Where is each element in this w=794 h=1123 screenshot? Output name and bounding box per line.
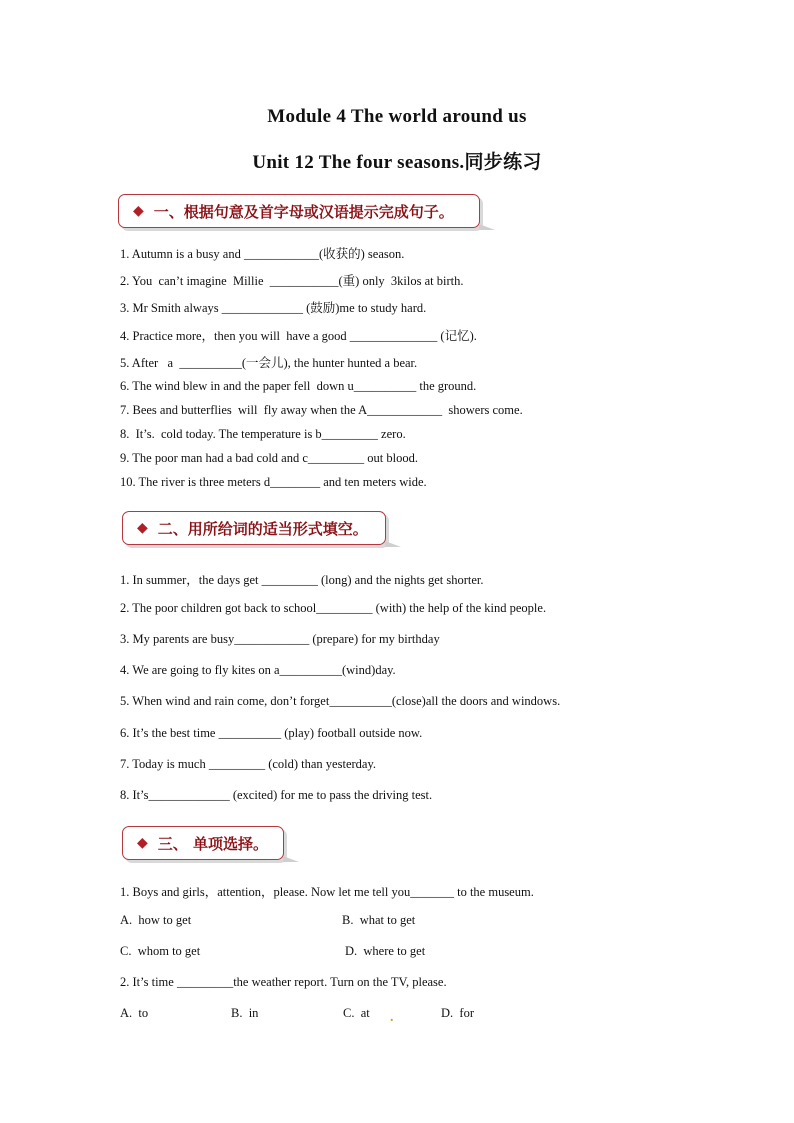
q1-option-d: D. where to get bbox=[345, 944, 426, 958]
exercise-line: 3. My parents are busy____________ (prepare) for my birthday bbox=[120, 632, 440, 646]
section-2-title: 二、用所给词的适当形式填空。 bbox=[157, 519, 368, 538]
exercise-line: 1. In summer，the days get _________ (long) and the nights get shorter. bbox=[120, 573, 484, 587]
exercise-line: 8. It’s. cold today. The temperature is b_________ zero. bbox=[120, 427, 406, 441]
exercise-line: 5. When wind and rain come, don’t forget__________(close)all the doors and windows. bbox=[120, 694, 561, 708]
section-1-title: 一、根据句意及首字母或汉语提示完成句子。 bbox=[153, 202, 454, 221]
exercise-line: 6. The wind blew in and the paper fell down u__________ the ground. bbox=[120, 379, 477, 393]
exercise-line: 4. Practice more，then you will have a good ______________ (记忆). bbox=[120, 329, 477, 343]
exercise-line: 9. The poor man had a bad cold and c_________ out blood. bbox=[120, 451, 418, 465]
q1-option-a: A. how to get bbox=[120, 913, 192, 927]
exercise-line: 1. Autumn is a busy and ____________(收获的) season. bbox=[120, 247, 405, 261]
question-2: 2. It’s time _________the weather report. Turn on the TV, please. bbox=[120, 975, 447, 989]
section-3-header bbox=[122, 826, 284, 860]
exercise-line: 7. Today is much _________ (cold) than yesterday. bbox=[120, 757, 377, 771]
diamond-icon: ◆ bbox=[133, 203, 144, 219]
page-title: Module 4 The world around us bbox=[267, 106, 527, 127]
diamond-icon: ◆ bbox=[137, 835, 148, 851]
q1-option-c: C. whom to get bbox=[120, 944, 201, 958]
exercise-line: 6. It’s the best time __________ (play) football outside now. bbox=[120, 726, 423, 740]
q2-option-c: C. at bbox=[343, 1006, 370, 1020]
exercise-line: 4. We are going to fly kites on a__________(wind)day. bbox=[120, 663, 396, 677]
exercise-line: 5. After a __________(一会儿), the hunter hunted a bear. bbox=[120, 356, 418, 370]
section-1-header bbox=[118, 194, 480, 228]
q2-option-a: A. to bbox=[120, 1006, 149, 1020]
section-3-title: 三、 单项选择。 bbox=[157, 834, 269, 853]
exercise-line: 7. Bees and butterflies will fly away when the A____________ showers come. bbox=[120, 403, 523, 417]
section-2-header bbox=[122, 511, 386, 545]
exercise-line: 2. You can’t imagine Millie ___________(重) only 3kilos at birth. bbox=[120, 274, 464, 288]
q1-option-b: B. what to get bbox=[342, 913, 416, 927]
page-subtitle: Unit 12 The four seasons.同步练习 bbox=[252, 152, 542, 173]
exercise-line: 8. It’s_____________ (excited) for me to pass the driving test. bbox=[120, 788, 433, 802]
exercise-line: 10. The river is three meters d________ and ten meters wide. bbox=[120, 475, 427, 489]
stray-dot: . bbox=[390, 1010, 394, 1025]
question-1: 1. Boys and girls，attention，please. Now let me tell you_______ to the museum. bbox=[120, 885, 534, 899]
exercise-line: 2. The poor children got back to school_________ (with) the help of the kind people. bbox=[120, 601, 547, 615]
diamond-icon: ◆ bbox=[137, 520, 148, 536]
q2-option-b: B. in bbox=[231, 1006, 259, 1020]
q2-option-d: D. for bbox=[441, 1006, 474, 1020]
exercise-line: 3. Mr Smith always _____________ (鼓励)me to study hard. bbox=[120, 301, 427, 315]
